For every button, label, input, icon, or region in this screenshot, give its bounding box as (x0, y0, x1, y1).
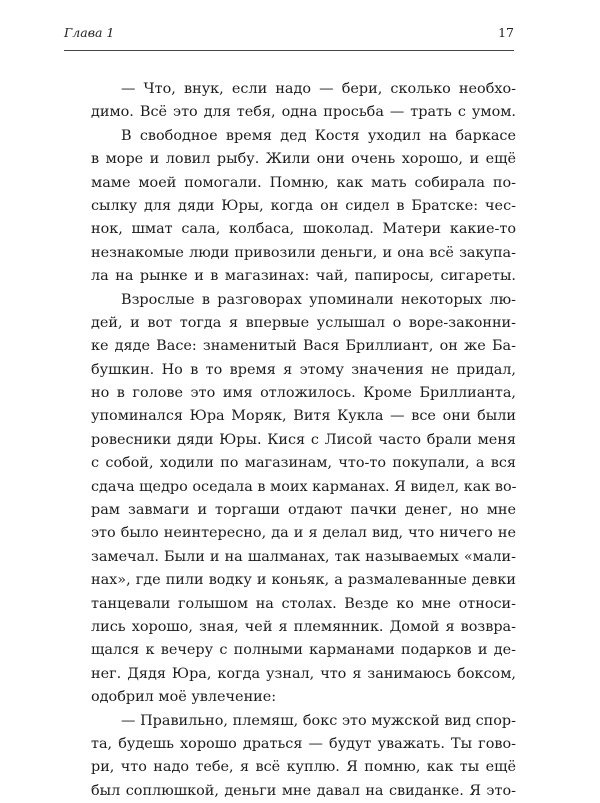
text-line: но в голове это имя отложилось. Кроме Бриллианта, (91, 385, 516, 402)
text-line: В свободное время дед Костя уходил на баркасе (121, 127, 516, 144)
page-number: 17 (498, 25, 514, 40)
text-line: ла на рынке и в магазинах: чай, папиросы, сигареты. (91, 268, 516, 285)
body-text (91, 78, 516, 803)
text-line: упоминался Юра Моряк, Витя Кукла — все они были (91, 408, 516, 425)
text-line: ровесники дяди Юры. Кися с Лисой часто брали меня (91, 431, 516, 448)
text-line: одобрил моё увлечение: (91, 689, 277, 706)
header-rule (64, 50, 514, 51)
text-line: димо. Всё это для тебя, одна просьба — трать с умом. (91, 104, 516, 121)
text-line: сдача щедро оседала в моих карманах. Я видел, как во- (91, 478, 517, 495)
text-line: ри, что надо тебе, я всё куплю. Я помню, как ты ещё (91, 759, 516, 776)
text-line: дей, и вот тогда я впервые услышал о воре-законни- (91, 314, 516, 331)
chapter-running-head: Глава 1 (64, 25, 115, 40)
text-line: — Что, внук, если надо — бери, сколько необхо- (121, 81, 516, 97)
text-line: танцевали голышом на столах. Везде ко мне относи- (91, 595, 516, 612)
text-line: замечал. Были и на шалманах, так называемых «мали- (91, 548, 516, 565)
text-line: та, будешь хорошо драться — будут уважать. Ты гово- (91, 735, 516, 752)
text-line: нег. Дядя Юра, когда узнал, что я занимаюсь боксом, (91, 665, 516, 682)
text-line: — Правильно, племяш, бокс это мужской вид спор- (121, 712, 516, 729)
text-line: это было неинтересно, да и я делал вид, что ничего не (91, 525, 516, 542)
text-line: бушкин. Но в то время я этому значения не придал, (91, 361, 516, 378)
text-line: нах», где пили водку и коньяк, а размалеванные девки (91, 572, 516, 589)
text-line: с собой, ходили по магазинам, что-то покупали, а вся (91, 455, 516, 472)
text-line: в море и ловил рыбу. Жили они очень хорошо, и ещё (91, 151, 516, 168)
text-line: ке дяде Васе: знаменитый Вася Бриллиант, он же Ба- (91, 338, 516, 355)
text-line: Взрослые в разговорах упоминали некоторых лю- (121, 291, 516, 308)
text-line: незнакомые люди привозили деньги, и она всё закупа- (91, 244, 516, 261)
text-line: щался к вечеру с полными карманами подарков и де- (91, 642, 516, 659)
text-line: лись хорошо, зная, чей я племянник. Домой я возвра- (91, 618, 516, 635)
text-line: рам завмаги и торгаши отдают пачки денег, но мне (91, 502, 516, 519)
text-line: был соплюшкой, деньги мне давал на свиданке. Я это- (91, 782, 516, 799)
text-line: нок, шмат сала, колбаса, шоколад. Матери какие-то (91, 221, 516, 238)
text-line: маме моей помогали. Помню, как мать собирала по- (91, 174, 516, 191)
text-line: сылку для дяди Юры, когда он сидел в Братске: чес- (91, 197, 516, 214)
